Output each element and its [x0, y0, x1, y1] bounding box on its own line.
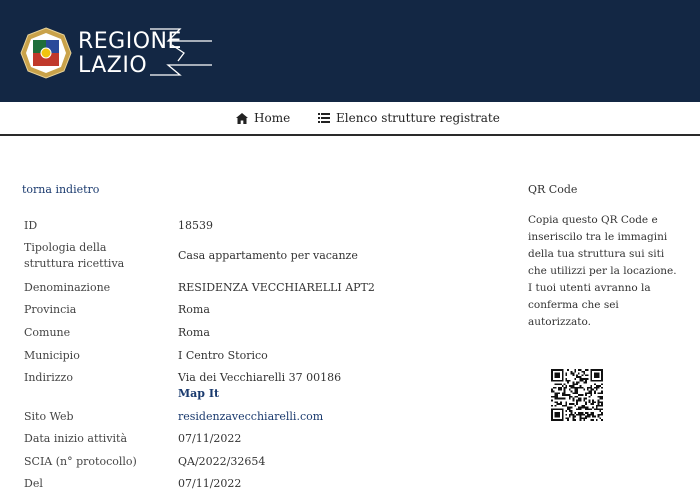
- detail-label: Comune: [24, 326, 71, 339]
- detail-row-tipologia: [24, 240, 504, 280]
- detail-value: Roma: [178, 326, 210, 339]
- detail-label: Municipio: [24, 349, 80, 362]
- structure-details: [24, 218, 504, 498]
- detail-label: Del: [24, 477, 43, 490]
- detail-value: 18539: [178, 219, 213, 232]
- back-link[interactable]: torna indietro: [22, 183, 100, 196]
- detail-row-municipio: [24, 348, 504, 370]
- brand-line2: LAZIO: [78, 53, 148, 78]
- detail-value-group: [178, 370, 341, 409]
- detail-label: Tipologia della struttura ricettiva: [24, 241, 125, 270]
- nav-elenco-label: Elenco strutture registrate: [336, 111, 500, 125]
- list-icon: [318, 113, 330, 123]
- qr-description: Copia questo QR Code e inseriscilo tra le immagini della tua struttura sui siti che utilizzi per la locazione. I tuoi utenti avranno la conferma che sei autorizzato.: [528, 214, 677, 328]
- site-header: [0, 0, 700, 102]
- nav-home-label: Home: [254, 111, 291, 125]
- nav-elenco-strutture[interactable]: [318, 111, 500, 125]
- brand-lines-decoration: [150, 27, 216, 79]
- detail-label: Sito Web: [24, 410, 74, 423]
- detail-row-denominazione: [24, 280, 504, 302]
- detail-label: Indirizzo: [24, 371, 73, 384]
- detail-value: I Centro Storico: [178, 349, 268, 362]
- detail-label: SCIA (n° protocollo): [24, 455, 137, 468]
- detail-value: Via dei Vecchiarelli 37 00186: [178, 371, 342, 384]
- detail-label: ID: [24, 219, 38, 232]
- brand-line1: REGIONE: [78, 29, 182, 54]
- detail-row-data-inizio: [24, 431, 504, 454]
- detail-value: RESIDENZA VECCHIARELLI APT2: [178, 281, 375, 294]
- regione-lazio-emblem-icon[interactable]: [20, 27, 72, 79]
- detail-label: Provincia: [24, 303, 77, 316]
- qr-title: QR Code: [528, 183, 578, 196]
- qr-code-icon[interactable]: [551, 369, 603, 421]
- detail-row-provincia: [24, 302, 504, 325]
- home-icon: [236, 113, 248, 124]
- detail-value: 07/11/2022: [178, 477, 242, 490]
- detail-value: 07/11/2022: [178, 432, 242, 445]
- detail-row-del: [24, 476, 504, 498]
- detail-value: Roma: [178, 303, 210, 316]
- detail-value: QA/2022/32654: [178, 455, 266, 468]
- main-nav: [0, 102, 700, 136]
- detail-row-scia: [24, 454, 504, 476]
- detail-label: Denominazione: [24, 281, 111, 294]
- map-it-link[interactable]: Map It: [178, 387, 220, 400]
- detail-row-indirizzo: [24, 370, 504, 409]
- detail-value: Casa appartamento per vacanze: [178, 249, 358, 262]
- detail-row-id: [24, 218, 504, 240]
- detail-row-sito-web: [24, 409, 504, 431]
- nav-home[interactable]: [236, 111, 290, 125]
- website-link[interactable]: residenzavecchiarelli.com: [178, 410, 324, 423]
- detail-row-comune: [24, 325, 504, 348]
- detail-label: Data inizio attività: [24, 432, 128, 445]
